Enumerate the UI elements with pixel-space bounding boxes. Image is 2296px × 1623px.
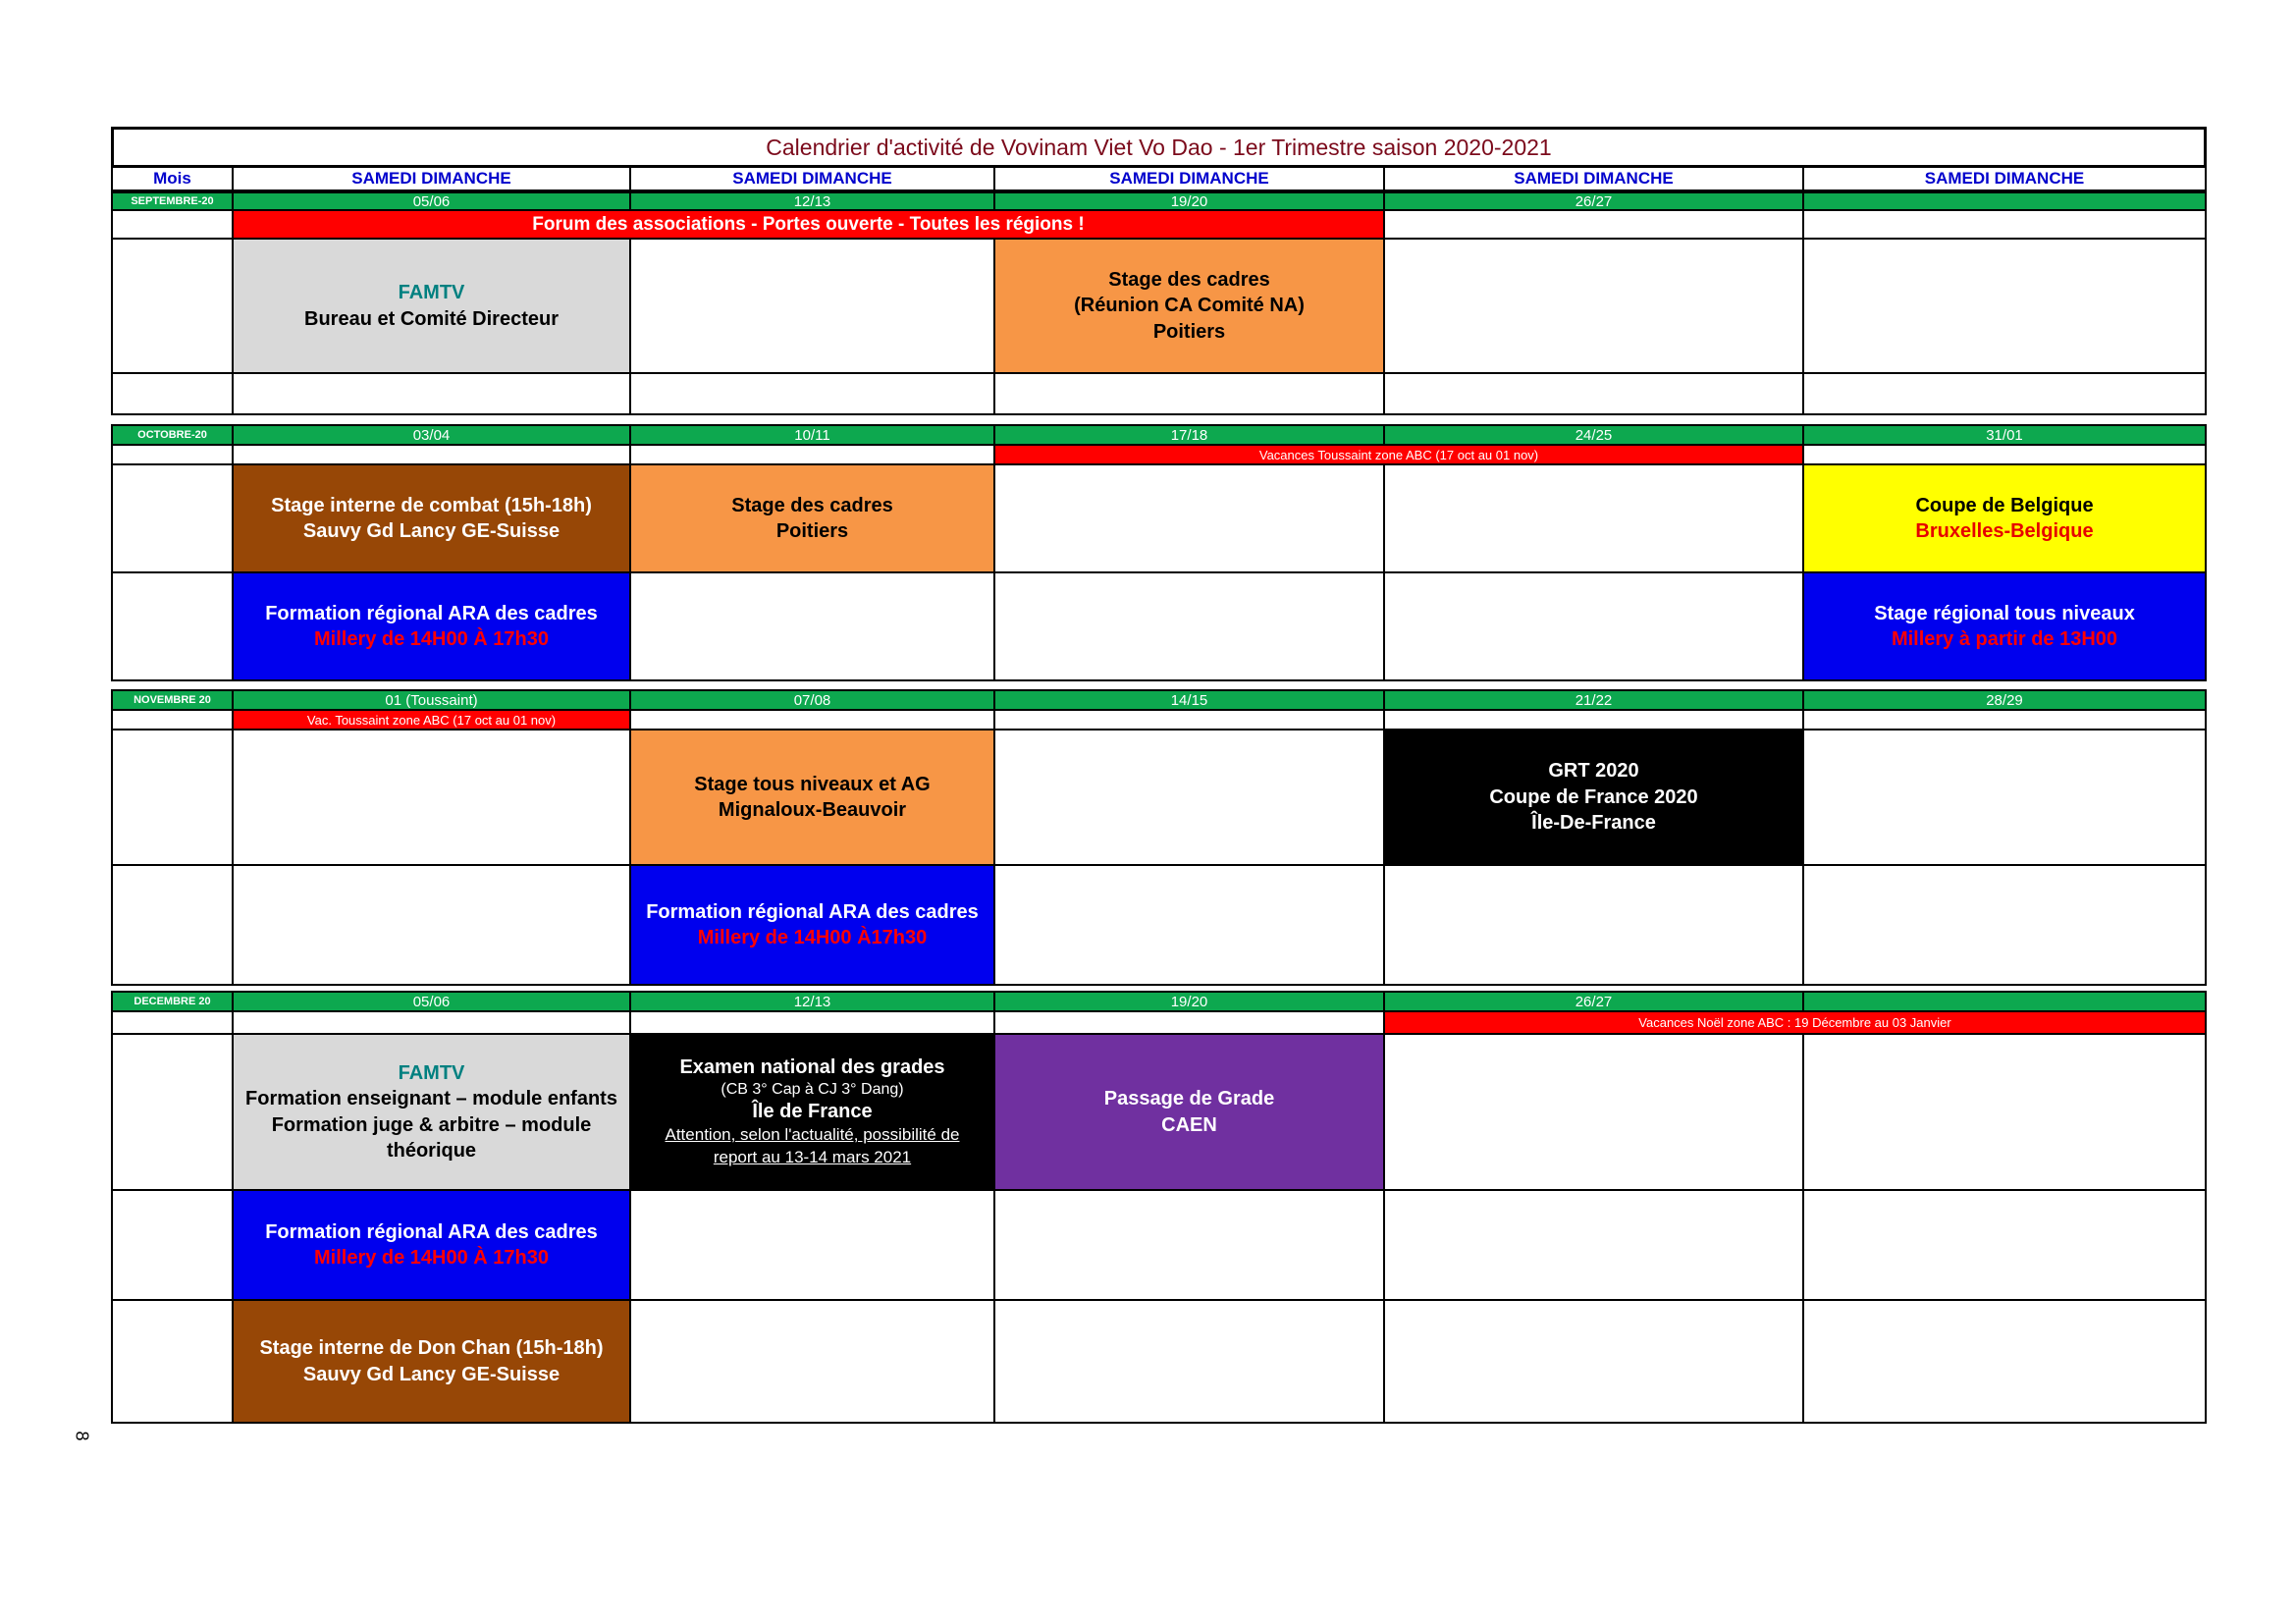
empty-cell [1802, 209, 2207, 240]
empty-cell [993, 1299, 1385, 1424]
toussaint-banner-short: Vac. Toussaint zone ABC (17 oct au 01 nov) [232, 709, 631, 730]
event-line: (Réunion CA Comité NA) [1074, 295, 1305, 317]
event-coupe-belgique [1802, 463, 2207, 573]
event-line: Stage interne de Don Chan (15h-18h) [259, 1337, 604, 1360]
event-line: Poitiers [775, 520, 849, 542]
header-day-col-5: SAMEDI DIMANCHE [1802, 166, 2207, 191]
date-bar [1802, 191, 2207, 211]
empty-cell [232, 1010, 631, 1035]
event-line: Coupe de France 2020 [1489, 785, 1698, 808]
empty-cell [1383, 238, 1804, 374]
event-line: FAMTV [398, 1061, 465, 1084]
month-label: SEPTEMBRE-20 [111, 191, 234, 211]
event-stage-ag [629, 729, 995, 866]
event-line: FAMTV [398, 282, 465, 304]
event-stage-regional [1802, 571, 2207, 681]
calendar-table [111, 127, 2207, 1433]
date-bar: 03/04 [232, 424, 631, 446]
forum-banner: Forum des associations - Portes ouverte - Toutes les régions ! [232, 209, 1385, 240]
empty-cell [232, 444, 631, 465]
empty-cell [111, 238, 234, 374]
empty-cell [1802, 444, 2207, 465]
empty-cell [629, 709, 995, 730]
date-bar: 07/08 [629, 689, 995, 711]
event-formation-ara-nov [629, 864, 995, 986]
event-stage-cadres-oct [629, 463, 995, 573]
date-bar: 12/13 [629, 991, 995, 1012]
empty-cell [1802, 1299, 2207, 1424]
empty-cell [1802, 372, 2207, 415]
calendar-title: Calendrier d'activité de Vovinam Viet Vo Dao - 1er Trimestre saison 2020-2021 [111, 127, 2207, 168]
event-line: Millery à partir de 13H00 [1891, 628, 2118, 650]
event-stage-combat [232, 463, 631, 573]
date-bar: 21/22 [1383, 689, 1804, 711]
date-bar: 26/27 [1383, 191, 1804, 211]
header-day-col-3: SAMEDI DIMANCHE [993, 166, 1385, 191]
event-formation-ara-oct [232, 571, 631, 681]
month-label: DECEMBRE 20 [111, 991, 234, 1012]
event-examen-national [629, 1033, 995, 1191]
empty-cell [111, 729, 234, 866]
header-day-col-4: SAMEDI DIMANCHE [1383, 166, 1804, 191]
noel-banner: Vacances Noël zone ABC : 19 Décembre au 03 Janvier [1383, 1010, 2207, 1035]
empty-cell [629, 238, 995, 374]
date-bar: 14/15 [993, 689, 1385, 711]
date-bar: 28/29 [1802, 689, 2207, 711]
date-bar: 01 (Toussaint) [232, 689, 631, 711]
empty-cell [111, 1010, 234, 1035]
event-line: Île-De-France [1531, 812, 1656, 835]
empty-cell [111, 1033, 234, 1191]
event-grt-coupe-france [1383, 729, 1804, 866]
event-line: Formation juge & arbitre – module [271, 1113, 592, 1136]
event-line: Passage de Grade [1103, 1088, 1275, 1110]
event-line: Formation régional ARA des cadres [646, 900, 979, 923]
date-bar: 17/18 [993, 424, 1385, 446]
event-line: Mignaloux-Beauvoir [718, 799, 907, 821]
date-bar: 26/27 [1383, 991, 1804, 1012]
month-label: OCTOBRE-20 [111, 424, 234, 446]
empty-cell [111, 571, 234, 681]
empty-cell [629, 372, 995, 415]
event-stage-don-chan [232, 1299, 631, 1424]
empty-cell [111, 372, 234, 415]
empty-cell [993, 571, 1385, 681]
empty-cell [1802, 1033, 2207, 1191]
event-famtv-bureau [232, 238, 631, 374]
event-line: Île de France [752, 1101, 873, 1123]
empty-cell [1802, 729, 2207, 866]
empty-cell [993, 729, 1385, 866]
empty-cell [232, 729, 631, 866]
empty-cell [1802, 709, 2207, 730]
empty-cell [1383, 864, 1804, 986]
event-line: Millery de 14H00 À 17h30 [313, 628, 549, 650]
date-bar: 05/06 [232, 991, 631, 1012]
event-line: Stage régional tous niveaux [1874, 602, 2135, 624]
empty-cell [1383, 1033, 1804, 1191]
event-line: Millery de 14H00 À17h30 [697, 927, 928, 948]
empty-cell [993, 864, 1385, 986]
date-bar: 05/06 [232, 191, 631, 211]
empty-cell [111, 864, 234, 986]
date-bar: 24/25 [1383, 424, 1804, 446]
empty-cell [1383, 463, 1804, 573]
date-bar: 12/13 [629, 191, 995, 211]
event-line: Coupe de Belgique [1915, 494, 2094, 516]
empty-cell [111, 1189, 234, 1301]
date-bar: 19/20 [993, 191, 1385, 211]
event-line: Sauvy Gd Lancy GE-Suisse [302, 520, 561, 542]
event-line: Formation enseignant – module enfants [245, 1088, 617, 1110]
event-line: Millery de 14H00 À 17h30 [313, 1247, 549, 1269]
empty-cell [1802, 864, 2207, 986]
event-line: Stage des cadres [1108, 268, 1270, 291]
empty-cell [111, 709, 234, 730]
empty-cell [111, 444, 234, 465]
empty-cell [629, 1299, 995, 1424]
empty-cell [232, 372, 631, 415]
empty-cell [111, 463, 234, 573]
event-formation-ara-dec [232, 1189, 631, 1301]
empty-cell [1383, 1299, 1804, 1424]
empty-cell [993, 463, 1385, 573]
empty-cell [1383, 1189, 1804, 1301]
event-line: Sauvy Gd Lancy GE-Suisse [302, 1363, 561, 1385]
empty-cell [1802, 1189, 2207, 1301]
empty-cell [993, 1010, 1385, 1035]
event-stage-cadres-sep [993, 238, 1385, 374]
event-line: Examen national des grades [679, 1056, 945, 1079]
empty-cell [629, 571, 995, 681]
event-line: (CB 3° Cap à CJ 3° Dang) [721, 1081, 904, 1099]
empty-cell [111, 209, 234, 240]
event-line: Stage interne de combat (15h-18h) [271, 494, 592, 516]
month-label: NOVEMBRE 20 [111, 689, 234, 711]
empty-cell [111, 1299, 234, 1424]
event-line: GRT 2020 [1548, 760, 1639, 783]
event-famtv-formation [232, 1033, 631, 1191]
toussaint-banner: Vacances Toussaint zone ABC (17 oct au 01 nov) [993, 444, 1804, 465]
event-line: CAEN [1161, 1113, 1217, 1136]
empty-cell [1383, 372, 1804, 415]
event-line: théorique [386, 1139, 477, 1162]
date-bar: 19/20 [993, 991, 1385, 1012]
header-day-col-1: SAMEDI DIMANCHE [232, 166, 631, 191]
event-line: report au 13-14 mars 2021 [713, 1147, 912, 1166]
event-line: Stage tous niveaux et AG [694, 773, 931, 795]
date-bar: 10/11 [629, 424, 995, 446]
event-line: Formation régional ARA des cadres [265, 1220, 598, 1243]
empty-cell [1383, 571, 1804, 681]
event-line: Bureau et Comité Directeur [304, 307, 559, 330]
page-number: 8 [72, 1431, 92, 1441]
empty-cell [993, 372, 1385, 415]
empty-cell [1383, 209, 1804, 240]
event-line: Poitiers [1152, 320, 1226, 343]
empty-cell [1383, 709, 1804, 730]
header-mois: Mois [111, 166, 234, 191]
event-line: Bruxelles-Belgique [1915, 520, 2094, 542]
empty-cell [1802, 238, 2207, 374]
empty-cell [993, 1189, 1385, 1301]
event-passage-grade [993, 1033, 1385, 1191]
empty-cell [993, 709, 1385, 730]
date-bar [1802, 991, 2207, 1012]
event-line: Attention, selon l'actualité, possibilité de [665, 1125, 960, 1145]
empty-cell [629, 1010, 995, 1035]
empty-cell [629, 444, 995, 465]
event-line: Stage des cadres [731, 494, 893, 516]
empty-cell [232, 864, 631, 986]
empty-cell [629, 1189, 995, 1301]
header-day-col-2: SAMEDI DIMANCHE [629, 166, 995, 191]
event-line: Formation régional ARA des cadres [265, 602, 598, 624]
date-bar: 31/01 [1802, 424, 2207, 446]
